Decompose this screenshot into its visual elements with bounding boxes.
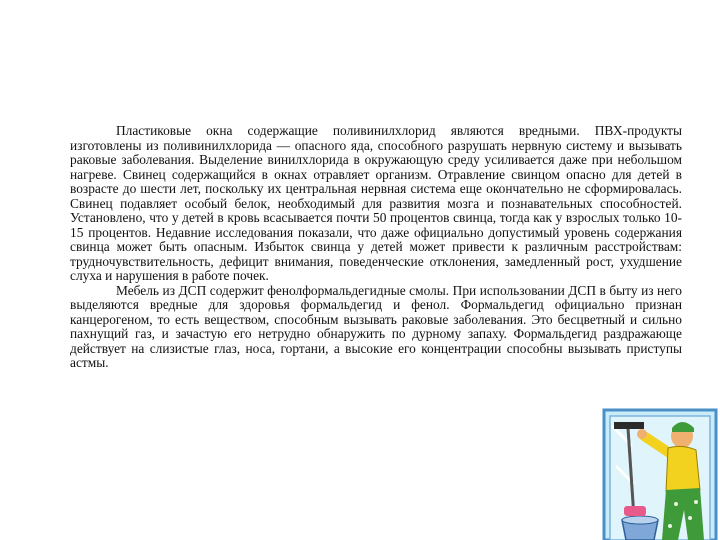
- paragraph-chipboard-furniture: Мебель из ДСП содержит фенолформальдегидные смолы. При использовании ДСП в быту из него выделяются вредные для здоровья формальдегид и фенол. Формальдегид официально признан канцерогеном, то есть веществом, способным вызывать раковые заболевания. Это бесцветный и сильно пахнущий газ, и зачастую его нетрудно обнаружить по дурному запаху. Формальдегид раздражающе действует на слизистые глаз, носа, гортани, а высокие его концентрации способны вызывать приступы астмы.: [70, 282, 682, 370]
- window-cleaner-icon: [600, 406, 720, 540]
- text-block: [70, 124, 682, 371]
- paragraph-pvc-windows: Пластиковые окна содержащие поливинилхлорид являются вредными. ПВХ-продукты изготовлены из поливинилхлорида — опасного яда, способного разрушать нервную систему и вызывать раковые заболевания. Выделение винилхлорида в окружающую среду усиливается даже при небольшом нагреве. Свинец содержащийся в окнах отравляет организм. Отравление свинцом опасно для детей в возрасте до шести лет, поскольку их центральная нервная система еще окончательно не сформировалась. Свинец подавляет особый белок, необходимый для развития мозга и познавательных способностей. Установлено, что у детей в кровь всасывается почти 50 процентов свинца, тогда как у взрослых только 10-15 процентов. Недавние исследования показали, что даже официально допустимый уровень содержания свинца может быть опасным. Избыток свинца у детей может привести к различным расстройствам: трудночувствительность, дефицит внимания, поведенческие отклонения, замедленный рост, ухудшение слуха и нарушения в работе почек.: [70, 123, 682, 283]
